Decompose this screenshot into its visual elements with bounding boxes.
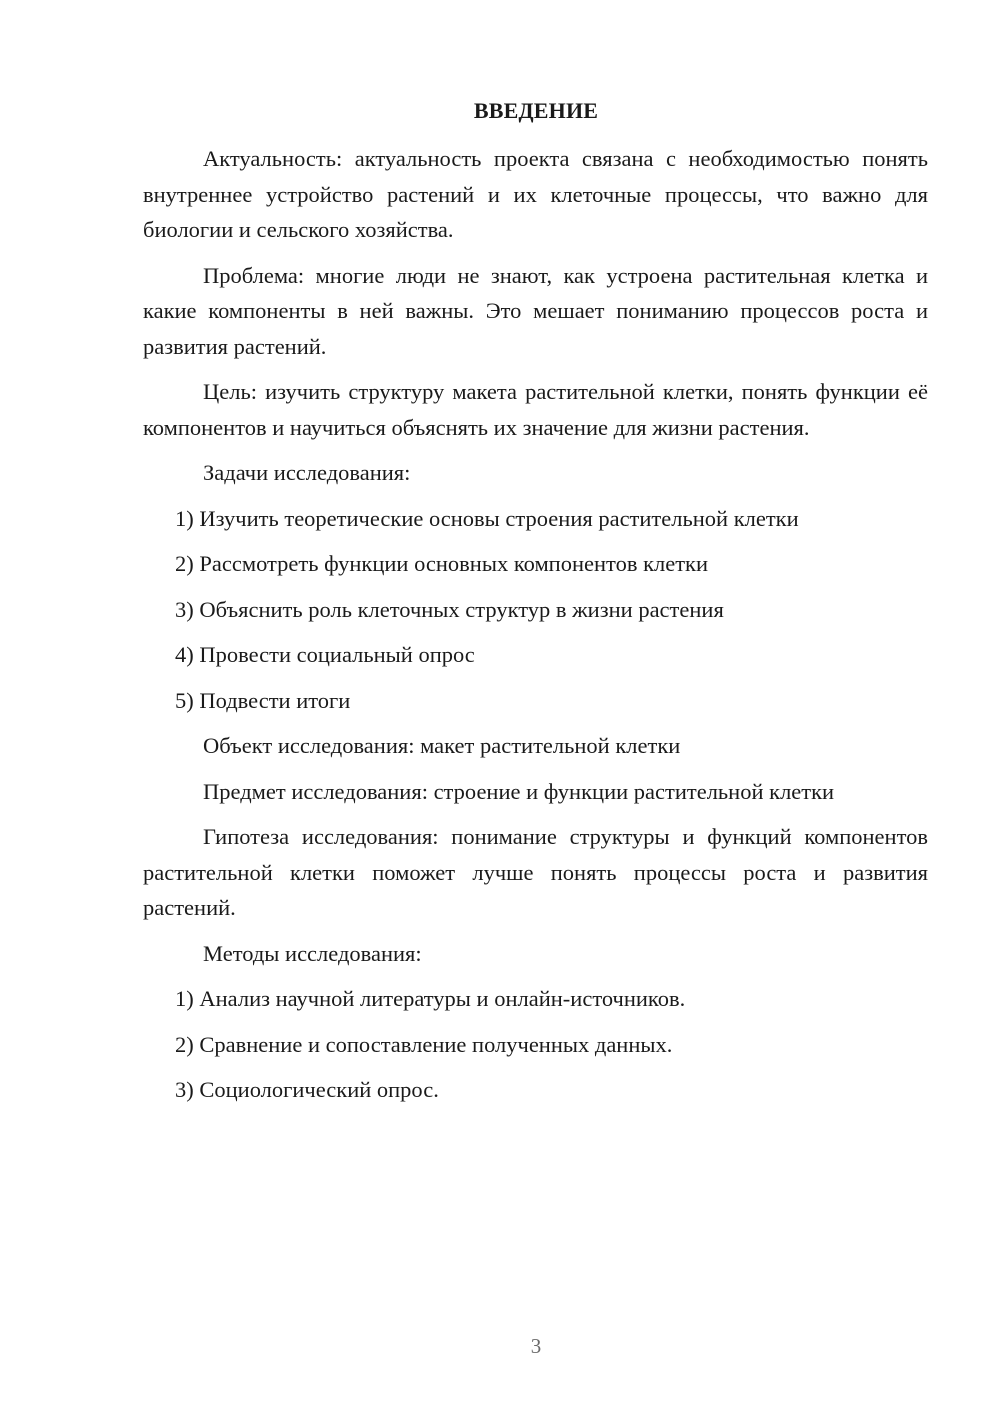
subject-line: Предмет исследования: строение и функции растительной клетки — [203, 778, 835, 804]
page-number: 3 — [530, 1334, 542, 1358]
methods-list — [143, 981, 928, 1108]
list-item: 2) Сравнение и сопоставление полученных данных. — [175, 1031, 673, 1057]
methods-heading: Методы исследования: — [203, 940, 422, 966]
list-item: 1) Анализ научной литературы и онлайн-источников. — [175, 986, 686, 1011]
tasks-list — [143, 501, 928, 719]
tasks-heading: Задачи исследования: — [203, 460, 411, 485]
problem-paragraph: Проблема: многие люди не знают, как устроена растительная клетка и какие компоненты в ней важны. Это мешает пониманию процессов роста и развития растений. — [143, 262, 928, 359]
section-title: ВВЕДЕНИЕ — [473, 98, 599, 123]
hypothesis-paragraph: Гипотеза исследования: понимание структуры и функций компонентов растительной клетки поможет лучше понять процессы роста и развития растений. — [143, 824, 928, 920]
relevance-paragraph: Актуальность: актуальность проекта связана с необходимостью понять внутреннее устройство растений и их клеточные процессы, что важно для биологии и сельского хозяйства. — [143, 146, 928, 242]
list-item: 4) Провести социальный опрос — [175, 642, 475, 667]
list-item: 2) Рассмотреть функции основных компонентов клетки — [175, 551, 709, 576]
goal-paragraph: Цель: изучить структуру макета растительной клетки, понять функции её компонентов и научиться объяснять их значение для жизни растения. — [143, 379, 928, 440]
list-item: 5) Подвести итоги — [175, 687, 351, 713]
list-item: 3) Объяснить роль клеточных структур в жизни растения — [175, 596, 724, 622]
document-body — [143, 141, 928, 1118]
list-item: 3) Социологический опрос. — [175, 1077, 439, 1102]
list-item: 1) Изучить теоретические основы строения растительной клетки — [175, 505, 799, 531]
object-line: Объект исследования: макет растительной клетки — [203, 733, 681, 758]
